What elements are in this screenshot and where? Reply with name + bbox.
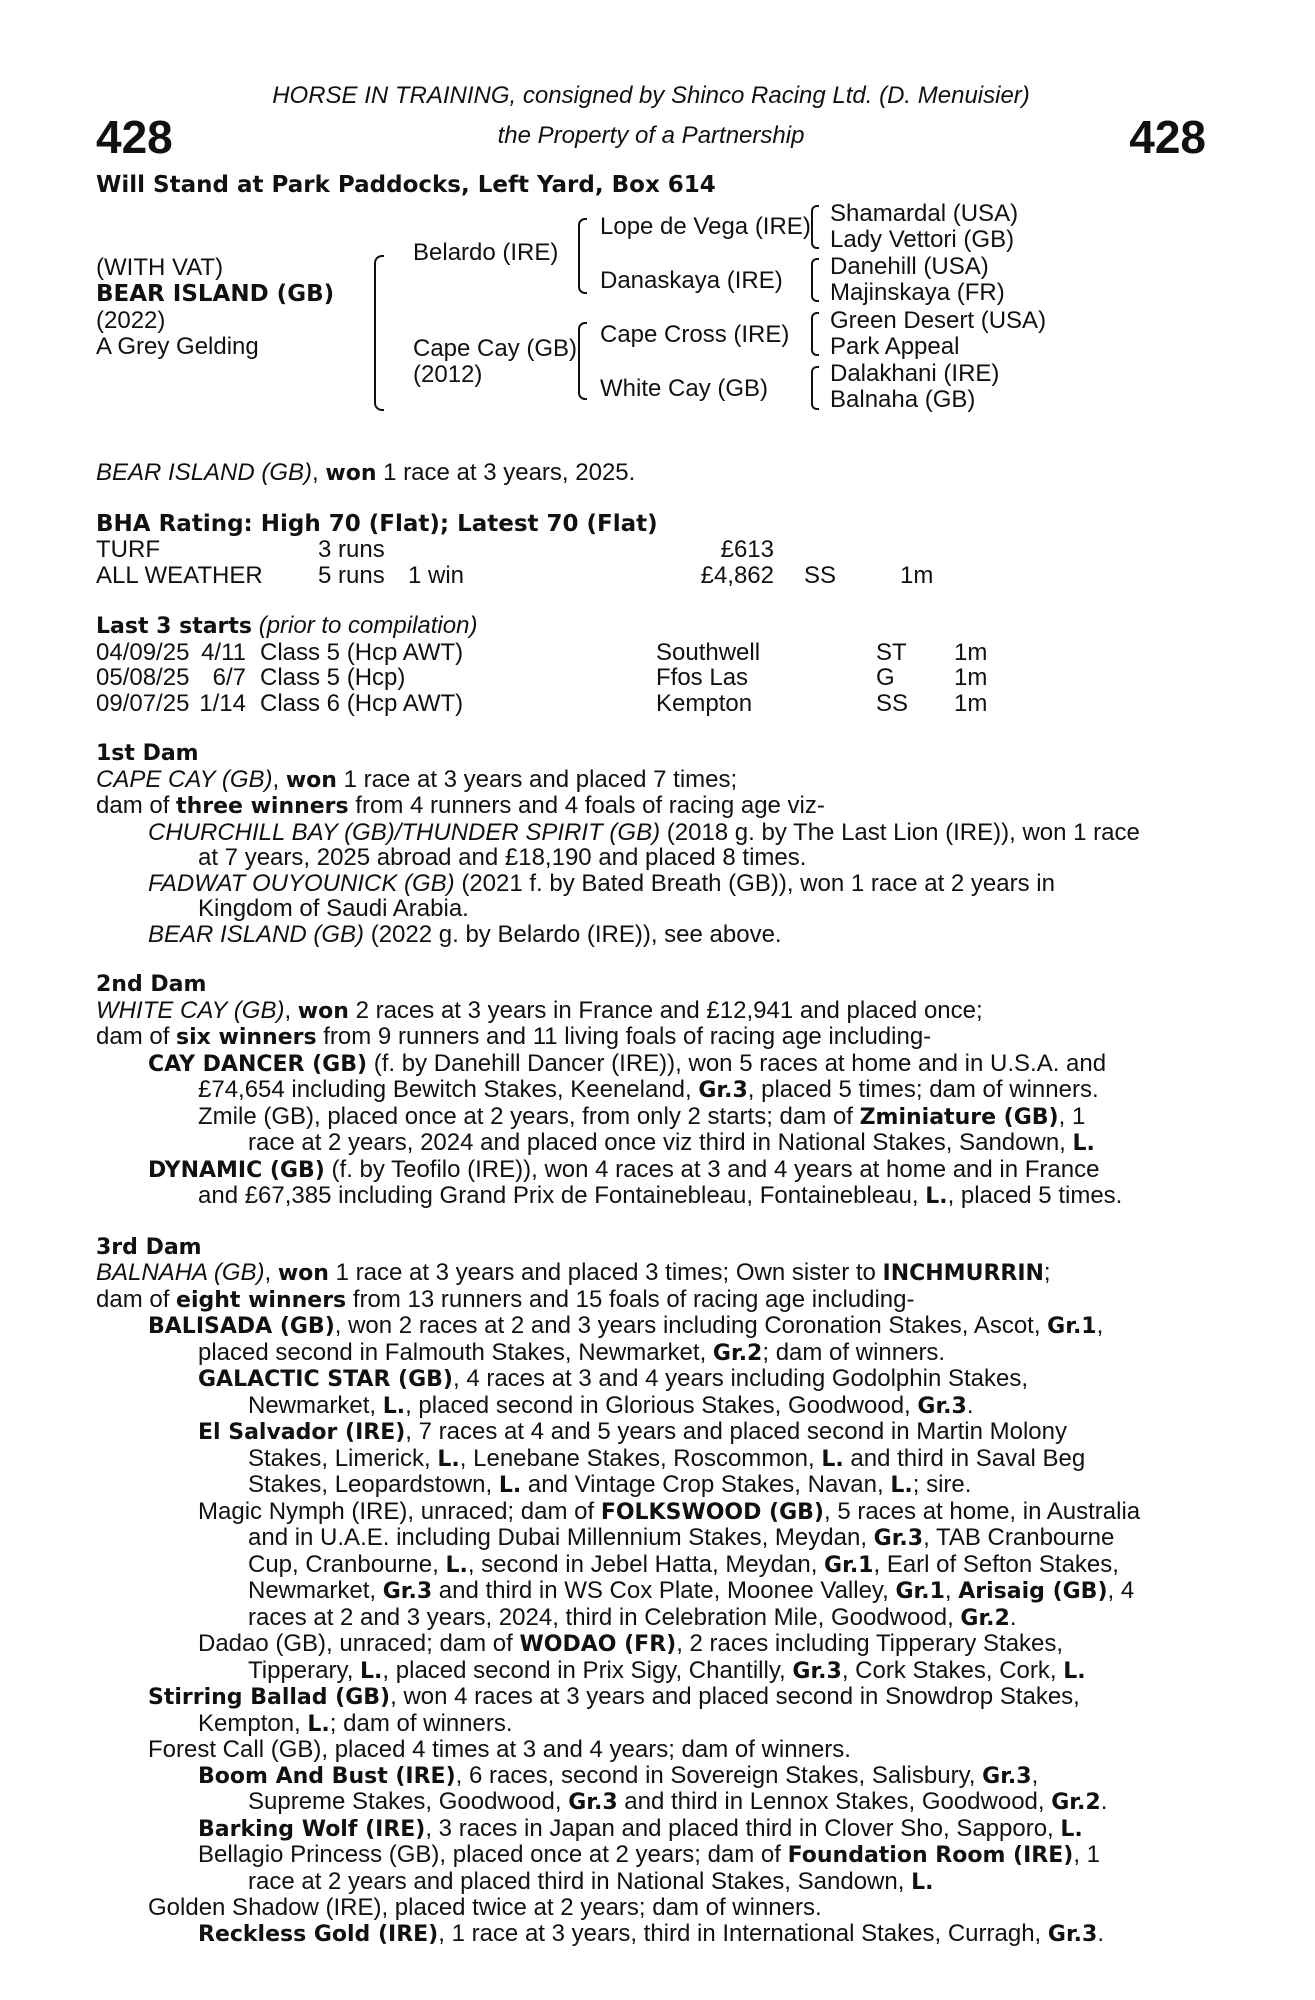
progeny-cay-dancer: CAY DANCER (GB) (f. by Danehill Dancer (IRE)), won 5 races at home and in U.S.A. and [148, 1049, 1107, 1077]
third-dam-progeny-line: Stirring Ballad (GB), won 4 races at 3 years and placed second in Snowdrop Stakes, [148, 1683, 1080, 1710]
ggp-dds: Dalakhani (IRE) [830, 360, 1000, 387]
start-course: Kempton [656, 689, 753, 717]
rating-prize: £4,862 [700, 561, 774, 589]
progeny-dynamic: DYNAMIC (GB) (f. by Teofilo (IRE)), won 4 races at 3 and 4 years at home and in France [148, 1155, 1100, 1183]
pedigree-brace-sire [578, 218, 587, 294]
progeny-zmile-cont: race at 2 years, 2024 and placed once viz third in National Stakes, Sandown, L. [248, 1129, 1095, 1156]
rating-going [774, 537, 900, 563]
third-dam-progeny-line: Dadao (GB), unraced; dam of WODAO (FR), 2 races including Tipperary Stakes, [198, 1630, 1064, 1657]
rating-surface: ALL WEATHER [96, 561, 263, 589]
third-dam-progeny-line: Reckless Gold (IRE), 1 race at 3 years, third in International Stakes, Curragh, Gr.3. [198, 1919, 1104, 1947]
third-dam-progeny-line: Supreme Stakes, Goodwood, Gr.3 and third in Lennox Stakes, Goodwood, Gr.2. [248, 1788, 1108, 1815]
lot-number-left: 428 [96, 111, 173, 163]
rating-table [96, 537, 1206, 588]
ggp-dsd: Park Appeal [830, 333, 960, 360]
start-course: Southwell [656, 638, 761, 666]
start-going: G [876, 664, 895, 691]
third-dam-progeny-line: race at 2 years and placed third in National Stakes, Sandown, L. [248, 1867, 934, 1895]
start-date: 05/08/25 [96, 664, 190, 691]
horse-description: A Grey Gelding [96, 333, 259, 360]
start-pos: 6/7 [212, 664, 246, 691]
start-row [96, 665, 1206, 691]
body-text [96, 460, 1206, 1947]
third-dam-progeny-line: and in U.A.E. including Dubai Millennium Stakes, Meydan, Gr.3, TAB Cranbourne [248, 1524, 1115, 1551]
bha-rating-title: BHA Rating: High 70 (Flat); Latest 70 (Flat) [96, 510, 658, 537]
dam-name: Cape Cay (GB) [413, 335, 578, 362]
third-dam-produce: dam of eight winners from 13 runners and 15 foals of racing age including- [96, 1285, 915, 1313]
ggp-sdd: Majinskaya (FR) [830, 279, 1005, 306]
third-dam-progeny-line: Boom And Bust (IRE), 6 races, second in Sovereign Stakes, Salisbury, Gr.3, [198, 1761, 1039, 1789]
pedigree-brace-g3 [811, 312, 819, 356]
start-pos: 1/14 [199, 689, 246, 717]
third-dam-progeny-line: Magic Nymph (IRE), unraced; dam of FOLKSWOOD (GB), 5 races at home, in Australia [198, 1497, 1141, 1525]
pedigree-brace-g4 [811, 366, 819, 410]
third-dam-progeny-line: Forest Call (GB), placed 4 times at 3 and 4 years; dam of winners. [148, 1736, 851, 1763]
start-pos: 4/11 [201, 638, 246, 666]
start-class: Class 5 (Hcp) [260, 664, 406, 691]
start-date: 09/07/25 [96, 689, 190, 717]
start-class: Class 6 (Hcp AWT) [260, 689, 464, 717]
start-class: Class 5 (Hcp AWT) [260, 638, 464, 666]
dam-year: (2012) [413, 361, 483, 388]
pedigree-brace-main [374, 255, 384, 411]
race-summary: BEAR ISLAND (GB), won 1 race at 3 years, 2025. [96, 459, 636, 486]
pedigree-brace-g2 [811, 258, 819, 302]
start-course: Ffos Las [656, 664, 749, 691]
start-dist: 1m [954, 638, 988, 666]
ggp-sss: Shamardal (USA) [830, 200, 1019, 227]
third-dam-progeny-line: placed second in Falmouth Stakes, Newmarket, Gr.2; dam of winners. [198, 1338, 946, 1366]
second-dam-title: 2nd Dam [96, 972, 207, 997]
progeny-fadwat: FADWAT OUYOUNICK (GB) (2021 f. by Bated Breath (GB)), won 1 race at 2 years in [148, 869, 1055, 897]
start-row [96, 640, 1206, 666]
rating-going: SS [804, 561, 837, 589]
progeny-zmile: Zmile (GB), placed once at 2 years, from only 2 starts; dam of Zminiature (GB), 1 [198, 1102, 1086, 1130]
rating-row [96, 537, 1206, 563]
start-date: 04/09/25 [96, 638, 190, 666]
third-dam-progeny-line: races at 2 and 3 years, 2024, third in Celebration Mile, Goodwood, Gr.2. [248, 1603, 1017, 1631]
third-dam-progeny-line: Bellagio Princess (GB), placed once at 2 years; dam of Foundation Room (IRE), 1 [198, 1841, 1100, 1868]
rating-surface: TURF [96, 536, 160, 563]
lot-number-right: 428 [1129, 111, 1206, 163]
second-dam-line: WHITE CAY (GB), won 2 races at 3 years in France and £12,941 and placed once; [96, 996, 983, 1024]
ggp-dss: Green Desert (USA) [830, 307, 1047, 334]
rating-dist: 1m [900, 561, 934, 589]
start-dist: 1m [954, 664, 988, 691]
third-dam-progeny-line: Cup, Cranbourne, L., second in Jebel Hatta, Meydan, Gr.1, Earl of Sefton Stakes, [248, 1550, 1119, 1578]
third-dam-progeny-line: GALACTIC STAR (GB), 4 races at 3 and 4 years including Godolphin Stakes, [198, 1365, 1028, 1392]
ggp-ddd: Balnaha (GB) [830, 386, 976, 413]
rating-row [96, 563, 1206, 589]
third-dam-progeny [96, 1313, 1206, 1947]
progeny-dynamic-cont: and £67,385 including Grand Prix de Fontainebleau, Fontainebleau, L., placed 5 times. [198, 1182, 1123, 1209]
rating-prize: £613 [720, 536, 774, 563]
dam-sire: Cape Cross (IRE) [600, 321, 790, 348]
third-dam-progeny-line: Stakes, Leopardstown, L. and Vintage Crop Stakes, Navan, L.; sire. [248, 1471, 972, 1498]
stand-location: Will Stand at Park Paddocks, Left Yard, Box 614 [96, 172, 716, 198]
third-dam-progeny-line: El Salvador (IRE), 7 races at 4 and 5 years and placed second in Martin Molony [198, 1418, 1067, 1445]
property-line: the Property of a Partnership [497, 122, 805, 149]
third-dam-title: 3rd Dam [96, 1234, 202, 1260]
sire-sire: Lope de Vega (IRE) [600, 213, 811, 240]
rating-wins: 1 win [408, 561, 465, 589]
start-going: ST [876, 638, 907, 666]
progeny-fadwat-cont: Kingdom of Saudi Arabia. [198, 895, 469, 922]
third-dam-progeny-line: Stakes, Limerick, L., Lenebane Stakes, Roscommon, L. and third in Saval Beg [248, 1444, 1086, 1472]
third-dam-line: BALNAHA (GB), won 1 race at 3 years and placed 3 times; Own sister to INCHMURRIN; [96, 1259, 1051, 1286]
first-dam-produce: dam of three winners from 4 runners and 4 foals of racing age viz- [96, 792, 825, 819]
horse-name: BEAR ISLAND (GB) [96, 281, 335, 307]
start-dist: 1m [954, 689, 988, 717]
progeny-bear-island: BEAR ISLAND (GB) (2022 g. by Belardo (IRE)), see above. [148, 920, 782, 948]
start-going: SS [876, 689, 909, 717]
sire-name: Belardo (IRE) [413, 239, 559, 266]
start-row [96, 691, 1206, 717]
third-dam-progeny-line: Newmarket, L., placed second in Glorious Stakes, Goodwood, Gr.3. [248, 1391, 974, 1419]
consignor-line: HORSE IN TRAINING, consigned by Shinco Racing Ltd. (D. Menuisier) [272, 82, 1030, 109]
rating-wins [408, 537, 598, 563]
rating-runs: 5 runs [318, 561, 385, 589]
rating-dist [900, 537, 960, 563]
pedigree-brace-g1 [811, 205, 819, 249]
horse-year: (2022) [96, 307, 166, 334]
progeny-churchill-bay: CHURCHILL BAY (GB)/THUNDER SPIRIT (GB) (2018 g. by The Last Lion (IRE)), won 1 race [148, 818, 1140, 846]
third-dam-progeny-line: Newmarket, Gr.3 and third in WS Cox Plate, Moonee Valley, Gr.1, Arisaig (GB), 4 [248, 1577, 1135, 1604]
ggp-ssd: Lady Vettori (GB) [830, 226, 1015, 253]
last-starts-table [96, 640, 1206, 717]
horse-vat: (WITH VAT) [96, 254, 224, 281]
third-dam-progeny-line: Kempton, L.; dam of winners. [198, 1709, 513, 1737]
sire-dam: Danaskaya (IRE) [600, 267, 783, 294]
rating-runs: 3 runs [318, 536, 385, 563]
second-dam-produce: dam of six winners from 9 runners and 11 living foals of racing age including- [96, 1023, 932, 1050]
last-starts-heading: Last 3 starts (prior to compilation) [96, 612, 478, 639]
third-dam-progeny-line: BALISADA (GB), won 2 races at 2 and 3 years including Coronation Stakes, Ascot, Gr.1, [148, 1312, 1104, 1339]
third-dam-progeny-line: Golden Shadow (IRE), placed twice at 2 years; dam of winners. [148, 1894, 822, 1921]
third-dam-progeny-line: Tipperary, L., placed second in Prix Sigy, Chantilly, Gr.3, Cork Stakes, Cork, L. [248, 1656, 1086, 1684]
first-dam-title: 1st Dam [96, 741, 199, 766]
pedigree-brace-dam [578, 322, 587, 400]
first-dam-line: CAPE CAY (GB), won 1 race at 3 years and placed 7 times; [96, 765, 738, 793]
ggp-sds: Danehill (USA) [830, 253, 989, 280]
third-dam-progeny-line: Barking Wolf (IRE), 3 races in Japan and placed third in Clover Sho, Sapporo, L. [198, 1814, 1083, 1842]
progeny-cay-dancer-cont: £74,654 including Bewitch Stakes, Keeneland, Gr.3, placed 5 times; dam of winners. [198, 1076, 1099, 1103]
progeny-churchill-bay-cont: at 7 years, 2025 abroad and £18,190 and placed 8 times. [198, 844, 807, 871]
dam-dam: White Cay (GB) [600, 375, 769, 402]
